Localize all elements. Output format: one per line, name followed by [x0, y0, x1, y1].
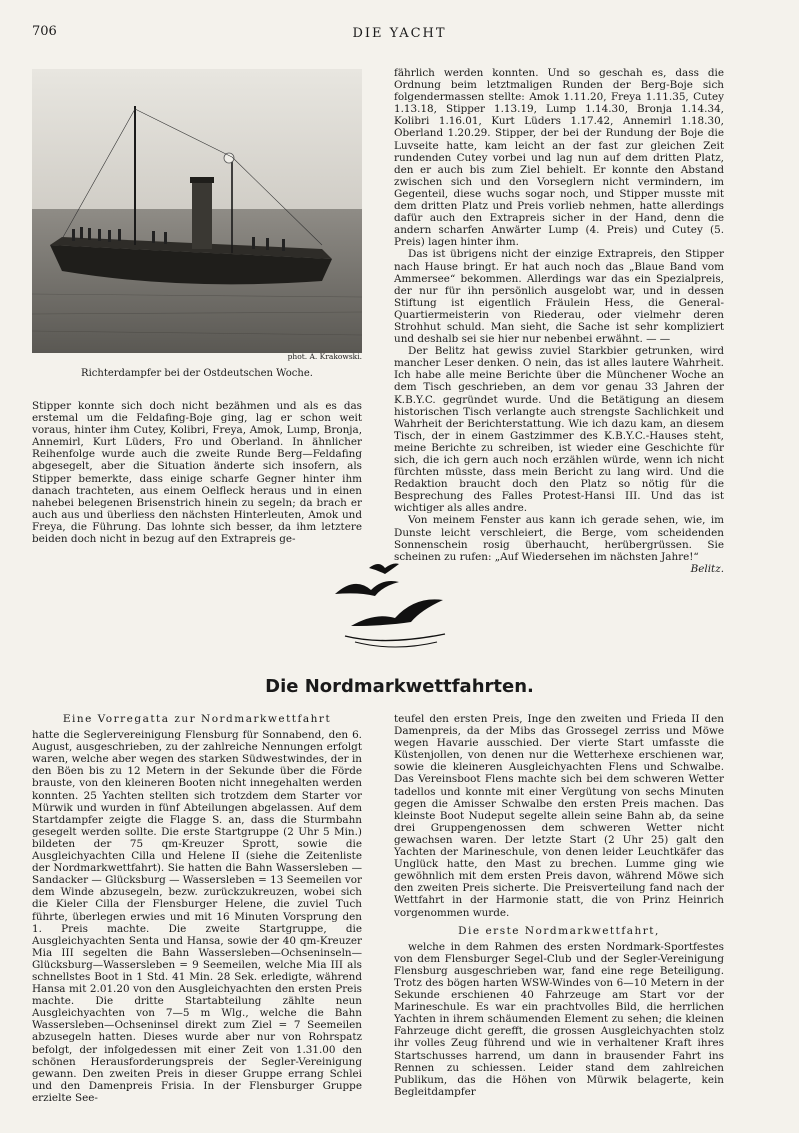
paragraph: Von meinem Fenster aus kann ich gerade sehen, wie, im Dunste leicht verschleiert, die Berge, vom scheidenden Sonnenschein rosig überhaucht, herübergrüssen. Sie scheinen zu rufen: „Auf Wiedersehen im nächsten Jahre!“ — [394, 514, 724, 563]
article-right-column — [394, 713, 724, 1098]
paragraph: teufel den ersten Preis, Inge den zweiten und Frieda II den Damenpreis, da der Mibs das Grossegel zerriss und Möwe wegen Havarie ausschied. Der vierte Start umfasste die Küstenjollen, von denen nur die Wetterhexe erschienen war, sowie die kleineren Ausgleichyachten Flens und Schwalbe. Das Vereinsboot Flens machte sich bei dem schweren Wetter tadellos und konnte mit einer Vergütung von sechs Minuten gegen die Amisser Schwalbe den ersten Preis machen. Das kleinste Boot Nudeput segelte allein seine Bahn ab, da seine drei Gruppengenossen dem schweren Wetter nicht gewachsen waren. Der letzte Start (2 Uhr 25) galt den Yachten der Marineschule, von denen leider Leuchtkäfer das Unglück hatte, den Mast zu brechen. Lumme ging wie gewöhnlich mit dem ersten Preis davon, während Möwe sich den zweiten Preis sicherte. Die Preisverteilung fand nach der Wettfahrt in der Harmonie statt, die von Prinz Heinrich vorgenommen wurde. — [394, 713, 724, 919]
paragraph: Stipper konnte sich doch nicht bezähmen und als es das erstemal um die Feldafing-Boje ging, lag er schon weit voraus, hinter ihm Cutey, Kolibri, Freya, Amok, Lump, Bronja, Annemirl, Kurt Lüders, Fro und Oberland. In ähnlicher Reihenfolge wurde auch die zweite Runde Berg—Feldafing abgesegelt, aber die Situation änderte sich insofern, als Stipper bemerkte, dass einige scharfe Gegner hinter ihm danach trachteten, aus einem Oelfleck heraus und in einen nahebei belegenen Brisenstrich hinein zu segeln; da brach er auch aus und überliess den nächsten Hinterleuten, Amok und Freya, die Führung. Das lohnte sich besser, da ihm letztere beiden doch nicht in bezug auf den Extrapreis ge- — [32, 400, 362, 546]
article-left-column — [32, 713, 362, 1104]
article-subhead: Eine Vorregatta zur Nordmarkwettfahrt — [62, 713, 332, 725]
left-top-column — [32, 400, 362, 545]
paragraph: Das ist übrigens nicht der einzige Extrapreis, den Stipper nach Hause bringt. Er hat auch noch das „Blaue Band vom Ammersee“ bekommen. Allerdings war das ein Spezialpreis, der nur für ihn persönlich ausgelobt war, und in dessen Stiftung ist eigentlich Fräulein Hess, die General-Quartiermeisterin von Riederau, oder vielmehr deren Strohhut schuld. Man sieht, die Sache ist sehr kompliziert und deshalb sei sie hier nur nebenbei erwähnt. — — — [394, 248, 724, 346]
right-top-column — [394, 67, 724, 575]
paragraph: Der Belitz hat gewiss zuviel Starkbier getrunken, wird mancher Leser denken. O nein, das ist alles lautere Wahrheit. Ich habe alle meine Berichte über die Münchener Woche an dem Tisch geschrieben, an dem vor genau 33 Jahren der K.B.Y.C. gegründet wurde. Und die Betätigung an diesem historischen Tisch verlangte auch strengste Sachlichkeit und Wahrheit der Berichterstattung. Wie ich dazu kam, an diesem Tisch, der in einem Gastzimmer des K.B.Y.C.-Hauses steht, meine Berichte zu schreiben, ist wieder eine Geschichte für sich, die ich gern auch noch erzählen würde, wenn ich nicht fürchten müsste, dass mein Bericht zu lang wird. Und die Redaktion braucht doch den Platz so nötig für die Besprechung des Falles Protest-Hansi III. Und das ist wichtiger als alles andre. — [394, 345, 724, 515]
article-title: Die Nordmarkwettfahrten. — [265, 676, 534, 697]
paragraph: welche in dem Rahmen des ersten Nordmark-Sportfestes von dem Flensburger Segel-Club und der Segler-Vereinigung Flensburg ausgeschrieben war, fand eine rege Beteiligung. Trotz des bögen harten WSW-Windes von 6—10 Metern in der Sekunde erschienen 40 Fahrzeuge am Start vor der Marineschule. Es war ein prachtvolles Bild, die herrlichen Yachten in ihrem schäumenden Element zu sehen; die kleinen Fahrzeuge dicht gerefft, die grossen Ausgleichyachten stolz ihr volles Zeug führend und wie in verhaltener Kraft ihres Startschusses harrend, um dann in brausender Fahrt ins Rennen zu schiessen. Leider stand dem zahlreichen Publikum, das die Höhen von Mürwik belagerte, kein Begleitdampfer — [394, 940, 724, 1098]
article-subhead: Die erste Nordmarkwettfahrt, — [458, 924, 660, 937]
author-signature: Belitz. — [690, 562, 724, 575]
seagull-vignette — [325, 556, 475, 656]
page-number: 706 — [32, 24, 57, 39]
photo-credit: phot. A. Krakowski. — [287, 352, 362, 361]
paragraph: fährlich werden konnten. Und so geschah es, dass die Ordnung beim letztmaligen Runden der Berg-Boje sich folgendermassen stellte: Amok 1.11.20, Freya 1.11.35, Cutey 1.13.18, Stipper 1.13.19, Lump 1.14.30, Bronja 1.14.34, Kolibri 1.16.01, Kurt Lüders 1.17.42, Annemirl 1.18.30, Oberland 1.20.29. Stipper, der bei der Rundung der Boje die Luvseite hatte, kam leicht an der fast zur gleichen Zeit rundenden Cutey vorbei und lag nun auf dem dritten Platz, den er auch bis zum Ziel behielt. Er konnte den Abstand zwischen sich und den Vorseglern nicht vermindern, im Gegenteil, diese wuchs sogar noch, und Stipper musste mit dem dritten Platz und Preis vorlieb nehmen, hatte allerdings dafür auch den Extrapreis sicher in der Hand, denn die andern scharfen Anwärter Lump (4. Preis) und Cutey (5. Preis) lagen hinter ihm. — [394, 67, 724, 249]
steamer-illustration — [32, 69, 362, 353]
paragraph: hatte die Seglervereinigung Flensburg für Sonnabend, den 6. August, ausgeschrieben, zu der zahlreiche Nennungen erfolgt waren, welche aber wegen des starken Südwestwindes, der in den Böen bis zu 12 Metern in der Sekunde über die Förde brauste, von den kleineren Booten nicht innegehalten werden konnten. 25 Yachten stellten sich trotzdem dem Starter vor Mürwik und wurden in fünf Abteilungen abgelassen. Auf dem Startdampfer zeigte die Flagge S. an, dass die Sturmbahn gesegelt werden sollte. Die erste Startgruppe (2 Uhr 5 Min.) bildeten der 75 qm-Kreuzer Sprott, sowie die Ausgleichyachten Cilla und Helene II (siehe die Zeitenliste der Nordmarkwettfahrt). Sie hatten die Bahn Wassersleben — Sandacker — Glücksburg — Wassersleben = 13 Seemeilen vor dem Winde abzusegeln, bezw. zurückzukreuzen, wobei sich die Kieler Cilla der Flensburger Helene, die zuviel Tuch führte, überlegen erwies und mit 16 Minuten Vorsprung den 1. Preis machte. Die zweite Startgruppe, die Ausgleichyachten Senta und Hansa, sowie der 40 qm-Kreuzer Mia III segelten die Bahn Wassersleben—Ochseninseln—Glücksburg—Wassersleben = 9 Seemeilen, welche Mia III als schnellstes Boot in 1 Std. 41 Min. 28 Sek. erledigte, während Hansa mit 2.01.20 von den Ausgleichyachten den ersten Preis machte. Die dritte Startabteilung zählte neun Ausgleichyachten von 7—5 m Wlg., welche die Bahn Wassersleben—Ochseninsel direkt zum Ziel = 7 Seemeilen abzusegeln hatten. Dieses wurde aber nur von Rohrspatz befolgt, der infolgedessen mit einer Zeit von 1.31.00 den schönen Herausforderungspreis der Segler-Vereinigung gewann. Den zweiten Preis in dieser Gruppe errang Schlei und den Damenpreis Frisia. In der Flensburger Gruppe erzielte See- — [32, 729, 362, 1104]
steamer-photo — [32, 69, 362, 353]
running-title: DIE YACHT — [352, 26, 447, 41]
photo-caption: Richterdampfer bei der Ostdeutschen Woche. — [81, 368, 313, 379]
